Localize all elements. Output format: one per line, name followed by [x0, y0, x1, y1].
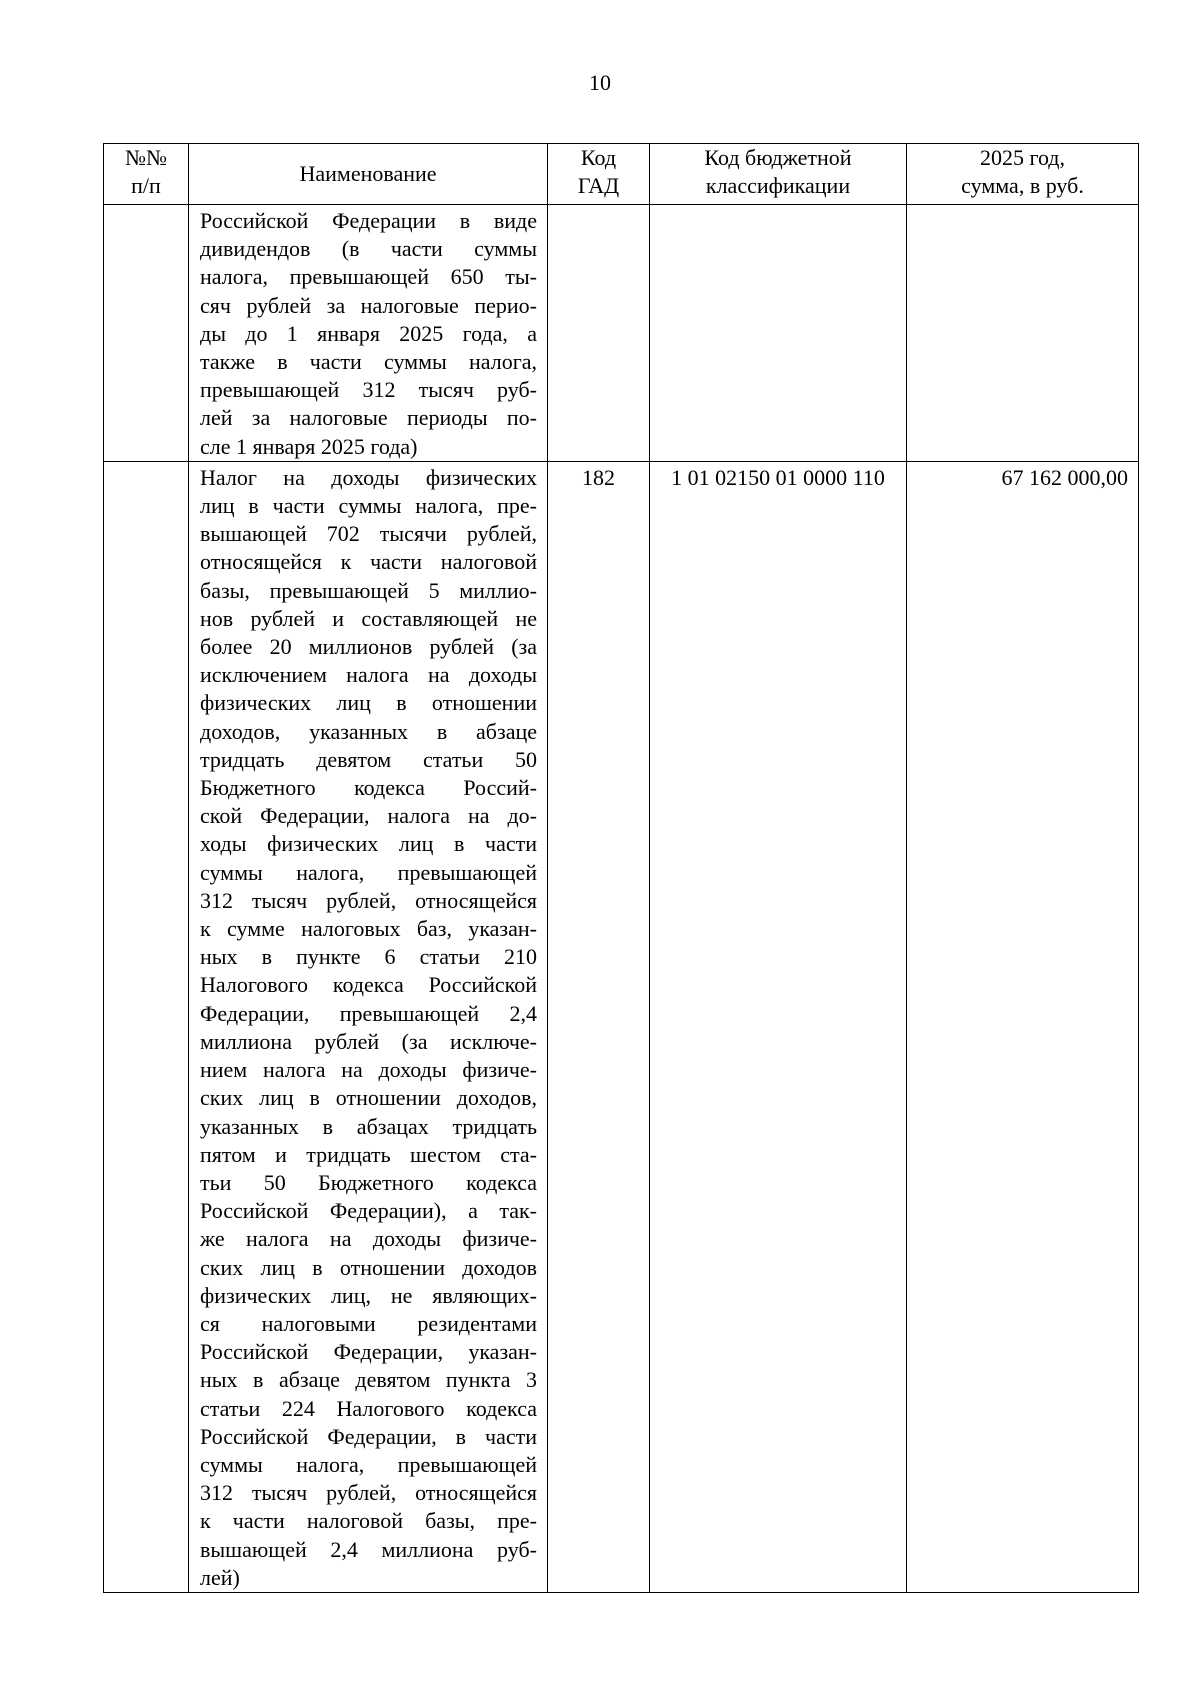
name-line: ды до 1 января 2025 года, а [200, 320, 537, 346]
name-line: Российской Федерации), а так- [200, 1198, 537, 1224]
name-line: ских лиц в отношении доходов, [200, 1085, 537, 1111]
name-line: Российской Федерации в виде [200, 208, 537, 233]
table-row [104, 461, 1139, 1592]
name-line: указанных в абзацах тридцать [200, 1113, 537, 1139]
name-line: нов рублей и составляющей не [200, 605, 537, 631]
name-line: базы, превышающей 5 миллио- [200, 577, 537, 603]
name-line: ных в абзаце девятом пункта 3 [200, 1367, 537, 1393]
name-line: тридцать девятом статьи 50 [200, 746, 537, 772]
name-line: суммы налога, превышающей [200, 859, 537, 885]
name-line: дивидендов (в части суммы [200, 236, 537, 262]
name-line: физических лиц в отношении [200, 690, 537, 716]
row-sum-cell: 67 162 000,00 [907, 461, 1139, 1592]
name-line: физических лиц, не являющих- [200, 1282, 537, 1308]
name-line: превышающей 312 тысяч руб- [200, 377, 537, 403]
name-line: Налогового кодекса Российской [200, 972, 537, 998]
name-line: лей за налоговые периоды по- [200, 405, 537, 431]
header-name: Наименование [189, 144, 548, 205]
name-line: же налога на доходы физиче- [200, 1226, 537, 1252]
name-line: Российской Федерации, в части [200, 1423, 537, 1449]
page-number: 10 [589, 70, 611, 95]
header-budget-classification-code: Код бюджетной классификации [650, 144, 907, 205]
header-gad-code: Код ГАД [548, 144, 650, 205]
name-line: 312 тысяч рублей, относящейся [200, 887, 537, 913]
name-line: пятом и тридцать шестом ста- [200, 1141, 537, 1167]
name-line: ных в пункте 6 статьи 210 [200, 944, 537, 970]
row-gad-code-cell: 182 [548, 461, 650, 1592]
name-line: Бюджетного кодекса Россий- [200, 775, 537, 801]
name-line: миллиона рублей (за исключе- [200, 1028, 537, 1054]
name-line: ся налоговыми резидентами [200, 1310, 537, 1336]
row-gad-code-cell [548, 205, 650, 462]
name-line: Федерации, превышающей 2,4 [200, 1000, 537, 1026]
name-line: к сумме налоговых баз, указан- [200, 916, 537, 942]
name-line: лей) [200, 1564, 240, 1590]
row-sum-cell [907, 205, 1139, 462]
name-line: статьи 224 Налогового кодекса [200, 1395, 537, 1421]
name-line: ских лиц в отношении доходов [200, 1254, 537, 1280]
name-line: лиц в части суммы налога, пре- [200, 493, 537, 519]
name-line: ской Федерации, налога на до- [200, 803, 537, 829]
name-line: Налог на доходы физических [200, 464, 537, 490]
name-line: также в части суммы налога, [200, 349, 537, 375]
row-number-cell [104, 461, 189, 1592]
row-name-cell [189, 205, 548, 462]
row-budget-code-cell [650, 205, 907, 462]
table-header [104, 144, 1139, 205]
row-number-cell [104, 205, 189, 462]
header-sum-2025: 2025 год, сумма, в руб. [907, 144, 1139, 205]
table-body [104, 205, 1139, 1593]
row-name-cell [189, 461, 548, 1592]
name-line: исключением налога на доходы [200, 662, 537, 688]
name-line: доходов, указанных в абзаце [200, 718, 537, 744]
name-line: к части налоговой базы, пре- [200, 1508, 537, 1534]
name-line: 312 тысяч рублей, относящейся [200, 1480, 537, 1506]
name-line: вышающей 2,4 миллиона руб- [200, 1536, 537, 1562]
header-number: №№ п/п [104, 144, 189, 205]
name-line: ходы физических лиц в части [200, 831, 537, 857]
name-line: сле 1 января 2025 года) [200, 433, 418, 459]
name-line: более 20 миллионов рублей (за [200, 634, 537, 660]
name-line: тьи 50 Бюджетного кодекса [200, 1169, 537, 1195]
name-line: вышающей 702 тысячи рублей, [200, 521, 537, 547]
name-line: нием налога на доходы физиче- [200, 1057, 537, 1083]
name-line: относящейся к части налоговой [200, 549, 537, 575]
row-budget-code-cell: 1 01 02150 01 0000 110 [650, 461, 907, 1592]
name-line: сяч рублей за налоговые перио- [200, 292, 537, 318]
table-row [104, 205, 1139, 462]
name-line: суммы налога, превышающей [200, 1451, 537, 1477]
name-line: Российской Федерации, указан- [200, 1339, 537, 1365]
budget-table [103, 143, 1139, 1593]
name-line: налога, превышающей 650 ты- [200, 264, 537, 290]
